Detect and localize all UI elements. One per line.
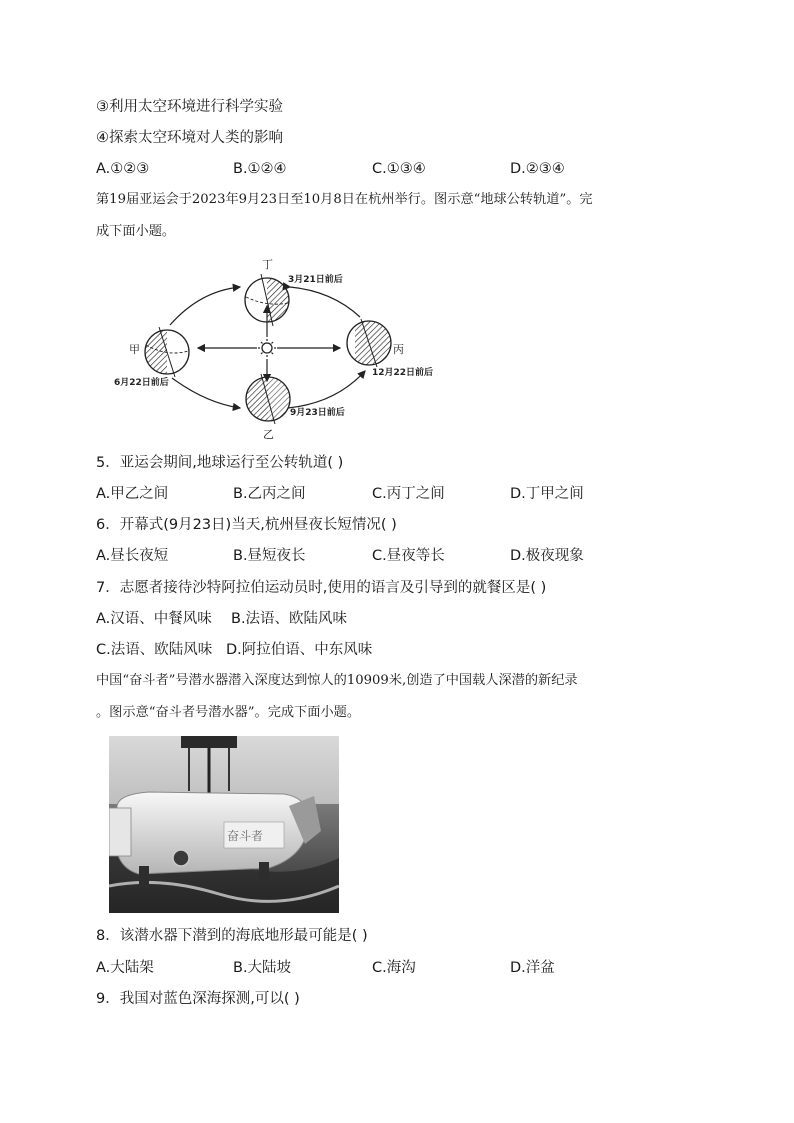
option-d[interactable]: D.洋盆	[510, 960, 555, 976]
option-d[interactable]: D.阿拉伯语、中东风味	[226, 642, 373, 658]
option-c[interactable]: C.法语、欧陆风味	[96, 642, 213, 658]
orbit-arc-ding-jia	[170, 287, 240, 325]
q7-stem: 7．志愿者接待沙特阿拉伯运动员时,使用的语言及引导到的就餐区是( )	[96, 580, 547, 596]
option-d[interactable]: D.②③④	[510, 161, 565, 177]
passage-2-line-1: 中国“奋斗者”号潜水器潜入深度达到惊人的10909米,创造了中国载人深潜的新纪录	[96, 673, 578, 688]
earth-ding	[245, 274, 289, 326]
label-ding: 丁	[262, 258, 273, 271]
statement-3: ③利用太空环境进行科学实验	[96, 99, 283, 115]
date-jia: 6月22日前后	[114, 378, 169, 388]
passage-2-line-2: 。图示意“奋斗者号潜水器”。完成下面小题。	[96, 705, 361, 720]
hull-name: 奋斗者	[227, 829, 264, 843]
submersible-photo	[109, 736, 339, 913]
q6-stem: 6．开幕式(9月23日)当天,杭州昼夜长短情况( )	[96, 517, 397, 533]
option-c[interactable]: C.海沟	[372, 960, 416, 976]
passage-1-line-1: 第19届亚运会于2023年9月23日至10月8日在杭州举行。图示意“地球公转轨道”。完	[96, 192, 593, 207]
q7-options-row-1	[96, 609, 496, 629]
orbit-arc-yi-bing	[288, 371, 365, 408]
option-d[interactable]: D.极夜现象	[510, 548, 584, 564]
label-yi: 乙	[263, 428, 274, 441]
statement-4: ④探索太空环境对人类的影响	[96, 130, 283, 146]
sun-icon	[258, 339, 276, 357]
option-a[interactable]: A.①②③	[96, 161, 150, 177]
option-a[interactable]: A.大陆架	[96, 960, 154, 976]
option-b[interactable]: B.大陆坡	[233, 960, 292, 976]
option-b[interactable]: B.①②④	[233, 161, 287, 177]
option-a[interactable]: A.昼长夜短	[96, 548, 169, 564]
date-ding: 3月21日前后	[288, 275, 343, 285]
option-a[interactable]: A.甲乙之间	[96, 486, 169, 502]
orbit-arc-ding-bing	[290, 287, 360, 317]
date-yi: 9月23日前后	[290, 408, 345, 418]
option-d[interactable]: D.丁甲之间	[510, 486, 584, 502]
option-c[interactable]: C.①③④	[372, 161, 426, 177]
q9-stem: 9．我国对蓝色深海探测,可以( )	[96, 991, 300, 1007]
option-b[interactable]: B.昼短夜长	[233, 548, 306, 564]
option-a[interactable]: A.汉语、中餐风味	[96, 611, 212, 627]
option-b[interactable]: B.法语、欧陆风味	[231, 611, 348, 627]
option-c[interactable]: C.丙丁之间	[372, 486, 445, 502]
q5-stem: 5．亚运会期间,地球运行至公转轨道( )	[96, 455, 344, 471]
earth-orbit-figure	[110, 253, 440, 445]
option-c[interactable]: C.昼夜等长	[372, 548, 445, 564]
earth-yi	[246, 374, 290, 424]
passage-1-line-2: 成下面小题。	[96, 224, 176, 239]
lifting-frame	[181, 736, 237, 748]
option-b[interactable]: B.乙丙之间	[233, 486, 306, 502]
q8-stem: 8．该潜水器下潜到的海底地形最可能是( )	[96, 928, 368, 944]
earth-jia	[145, 327, 189, 377]
earth-bing	[347, 319, 391, 367]
date-bing: 12月22日前后	[372, 368, 434, 378]
label-jia: 甲	[129, 343, 140, 356]
orbit-arc-jia-yi	[172, 378, 240, 408]
label-bing: 丙	[393, 343, 404, 356]
q7-options-row-2	[96, 640, 496, 660]
